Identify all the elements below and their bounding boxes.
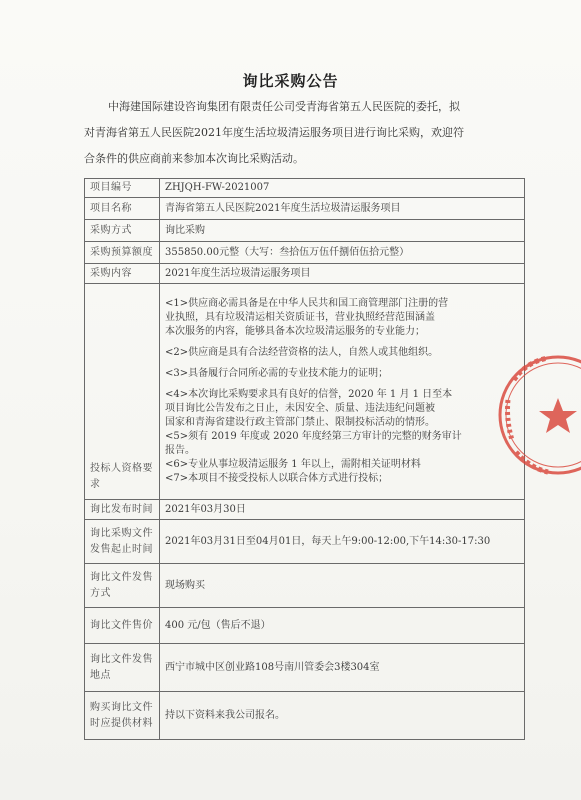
table-row	[85, 564, 525, 608]
row-label-budget: 采购预算额度	[85, 242, 160, 264]
row-label-sale-location: 询比文件发售地点	[85, 644, 160, 692]
row-value-content: 2021年度生活垃圾清运服务项目	[160, 264, 525, 284]
row-value-sale-location: 西宁市城中区创业路108号南川管委会3楼304室	[160, 644, 525, 692]
table-row	[85, 500, 525, 520]
requirement-line: <5>须有 2019 年度或 2020 年度经第三方审计的完整的财务审计	[165, 431, 462, 442]
table-row	[85, 264, 525, 284]
table-row	[85, 608, 525, 644]
table-row	[85, 220, 525, 242]
row-label-required-materials: 购买询比文件时应提供材料	[85, 692, 160, 740]
row-label-publish-time: 询比发布时间	[85, 500, 160, 520]
row-value-project-number: ZHJQH-FW-2021007	[160, 179, 525, 198]
row-value-budget: 355850.00元整（大写：叁拾伍万伍仟捌佰伍拾元整）	[160, 242, 525, 264]
requirement-line: 业执照，具有垃圾清运相关资质证书，营业执照经营范围涵盖	[165, 312, 435, 323]
row-value-required-materials: 持以下资料来我公司报名。	[160, 692, 525, 740]
row-value-procurement-method: 询比采购	[160, 220, 525, 242]
row-label-content: 采购内容	[85, 264, 160, 284]
document-title: 询比采购公告	[242, 72, 339, 90]
row-value-project-name: 青海省第五人民医院2021年度生活垃圾清运服务项目	[160, 198, 525, 220]
requirement-line: <2>供应商是具有合法经营资格的法人，自然人或其他组织。	[165, 347, 439, 358]
requirement-line: <6>专业从事垃圾清运服务 1 年以上，需附相关证明材料	[165, 459, 421, 470]
intro-line-1: 中海建国际建设咨询集团有限责任公司受青海省第五人民医院的委托，拟	[108, 100, 460, 113]
row-value-sale-method: 现场购买	[160, 564, 525, 608]
intro-line-3: 合条件的供应商前来参加本次询比采购活动。	[84, 152, 304, 165]
table-row	[85, 284, 525, 500]
requirement-line: <1>供应商必需具备是在中华人民共和国工商管理部门注册的营	[165, 298, 449, 309]
table-row	[85, 692, 525, 740]
row-label-requirements: 投标人资格要求	[85, 284, 160, 500]
info-table	[84, 178, 525, 740]
row-value-price: 400 元/包（售后不退）	[160, 608, 525, 644]
requirement-line: 国家和青海省建设行政主管部门禁止、限制投标活动的情形。	[165, 417, 435, 428]
intro-paragraph	[84, 94, 534, 172]
requirement-line: 项目询比公告发布之日止，未因安全、质量、违法违纪问题被	[165, 403, 435, 414]
row-label-project-number: 项目编号	[85, 179, 160, 198]
requirement-line: <7>本项目不接受投标人以联合体方式进行投标；	[165, 473, 389, 484]
intro-line-2: 对青海省第五人民医院2021年度生活垃圾清运服务项目进行询比采购，欢迎符	[84, 126, 464, 139]
table-row	[85, 242, 525, 264]
requirement-line: <3>具备履行合同所必需的专业技术能力的证明；	[165, 368, 389, 379]
table-row	[85, 520, 525, 564]
table-row	[85, 179, 525, 198]
table-row	[85, 198, 525, 220]
row-label-sale-method: 询比文件发售方式	[85, 564, 160, 608]
row-value-requirements	[160, 284, 525, 500]
row-label-project-name: 项目名称	[85, 198, 160, 220]
requirement-line: <4>本次询比采购要求具有良好的信誉，2020 年 1 月 1 日至本	[165, 389, 453, 400]
table-row	[85, 644, 525, 692]
row-label-sale-period: 询比采购文件发售起止时间	[85, 520, 160, 564]
row-value-sale-period: 2021年03月31日至04月01日，每天上午9:00-12:00,下午14:30-17:30	[160, 520, 525, 564]
row-label-procurement-method: 采购方式	[85, 220, 160, 242]
requirement-line: 报告。	[165, 445, 195, 456]
row-label-price: 询比文件售价	[85, 608, 160, 644]
row-value-publish-time: 2021年03月30日	[160, 500, 525, 520]
requirement-line: 本次服务的内容，能够具备本次垃圾清运服务的专业能力；	[165, 326, 425, 337]
